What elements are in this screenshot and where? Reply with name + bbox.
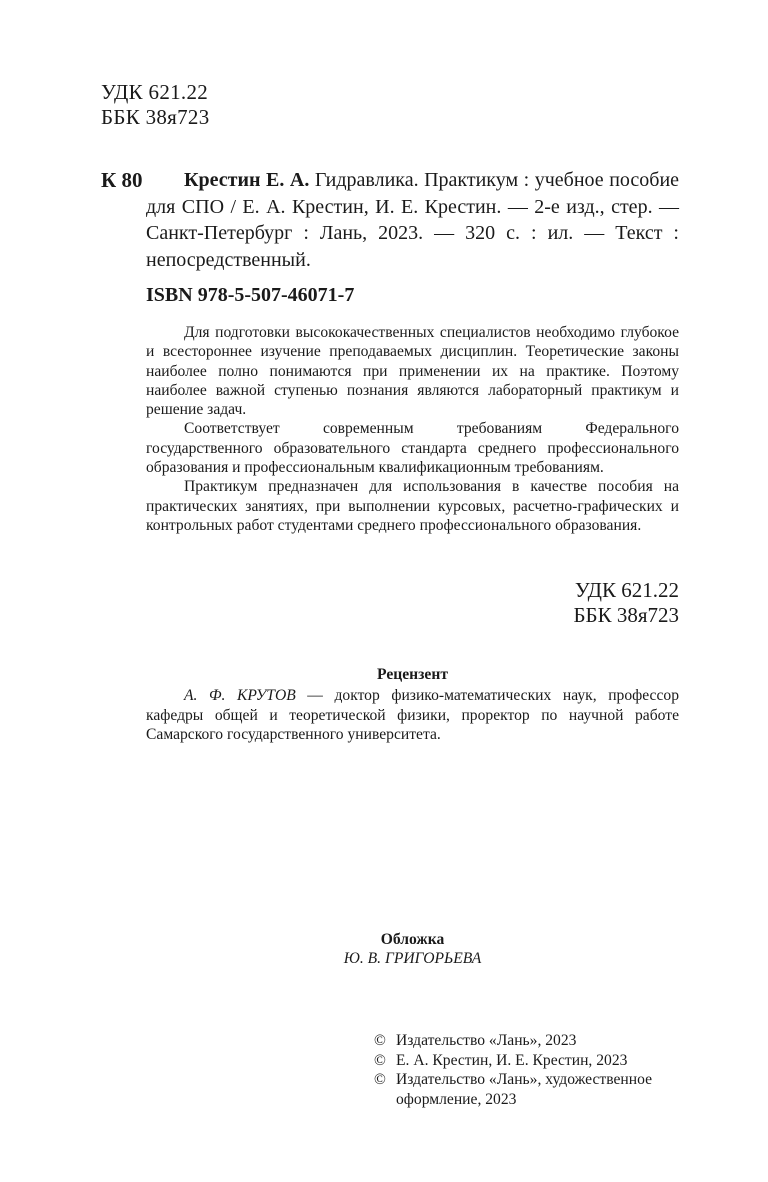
- annotation-paragraph: Для подготовки высококачественных специалистов необходимо глубокое и всестороннее изучение преподаваемых дисциплин. Теоретические законы наиболее полно понимаются при применении их на практике. Поэтому наиболее важной ступенью познания являются лабораторный практикум и решение задач.: [146, 324, 679, 419]
- bibliographic-record: [146, 167, 679, 273]
- bbk-code: ББК 38я723: [101, 105, 210, 129]
- copyright-line: [374, 1070, 684, 1109]
- annotation-paragraph: Соответствует современным требованиям Федерального государственного образовательного стандарта среднего профессионального образования и профессиональным квалификационным требованиям.: [146, 420, 679, 477]
- cover-designer: Ю. В. ГРИГОРЬЕВА: [343, 950, 482, 967]
- bbk-code: ББК 38я723: [573, 603, 679, 627]
- copyright-icon: ©: [374, 1071, 386, 1088]
- author-mark: К 80: [101, 168, 143, 192]
- reviewer-name: А. Ф. КРУТОВ: [184, 687, 296, 704]
- author-name: Крестин Е. А.: [184, 169, 310, 191]
- annotation: [146, 323, 679, 535]
- reviewer-heading: Рецензент: [377, 666, 448, 683]
- reviewer-text: [146, 686, 679, 745]
- classification-top: [101, 80, 210, 130]
- cover-heading: Обложка: [380, 931, 445, 948]
- copyright-line: [374, 1051, 684, 1071]
- copyright-block: [374, 1031, 684, 1109]
- description-rest: пособие для СПО / Е. А. Крестин, И. Е. Крестин. — 2-е изд., стер. — Санкт-Петербург : Лань, 2023. — 320 с. : ил. — Текст : непосредственный.: [146, 169, 680, 271]
- udk-code: УДК 621.22: [101, 80, 209, 104]
- reviewer-description: — доктор физико-математических наук, профессор кафедры общей и теоретической физики, проректор по научной работе Самарского государственного университета.: [146, 687, 679, 743]
- annotation-paragraph: Практикум предназначен для использования в качестве пособия на практических занятиях, при выполнении курсовых, расчетно-графических и контрольных работ студентами среднего профессионального образования.: [146, 478, 679, 534]
- classification-bottom: [573, 578, 679, 628]
- copyright-holder: Издательство «Лань», художественное оформление, 2023: [396, 1071, 653, 1108]
- copyright-icon: ©: [374, 1032, 386, 1049]
- copyright-icon: ©: [374, 1051, 386, 1069]
- udk-code: УДК 621.22: [574, 578, 679, 602]
- copyright-holder: Издательство «Лань», 2023: [396, 1032, 577, 1049]
- description-line1: Гидравлика. Практикум : учебное: [314, 169, 604, 191]
- copyright-holder: Е. А. Крестин, И. Е. Крестин, 2023: [396, 1051, 628, 1069]
- isbn: ISBN 978-5-507-46071-7: [146, 284, 355, 306]
- copyright-line: [374, 1031, 684, 1051]
